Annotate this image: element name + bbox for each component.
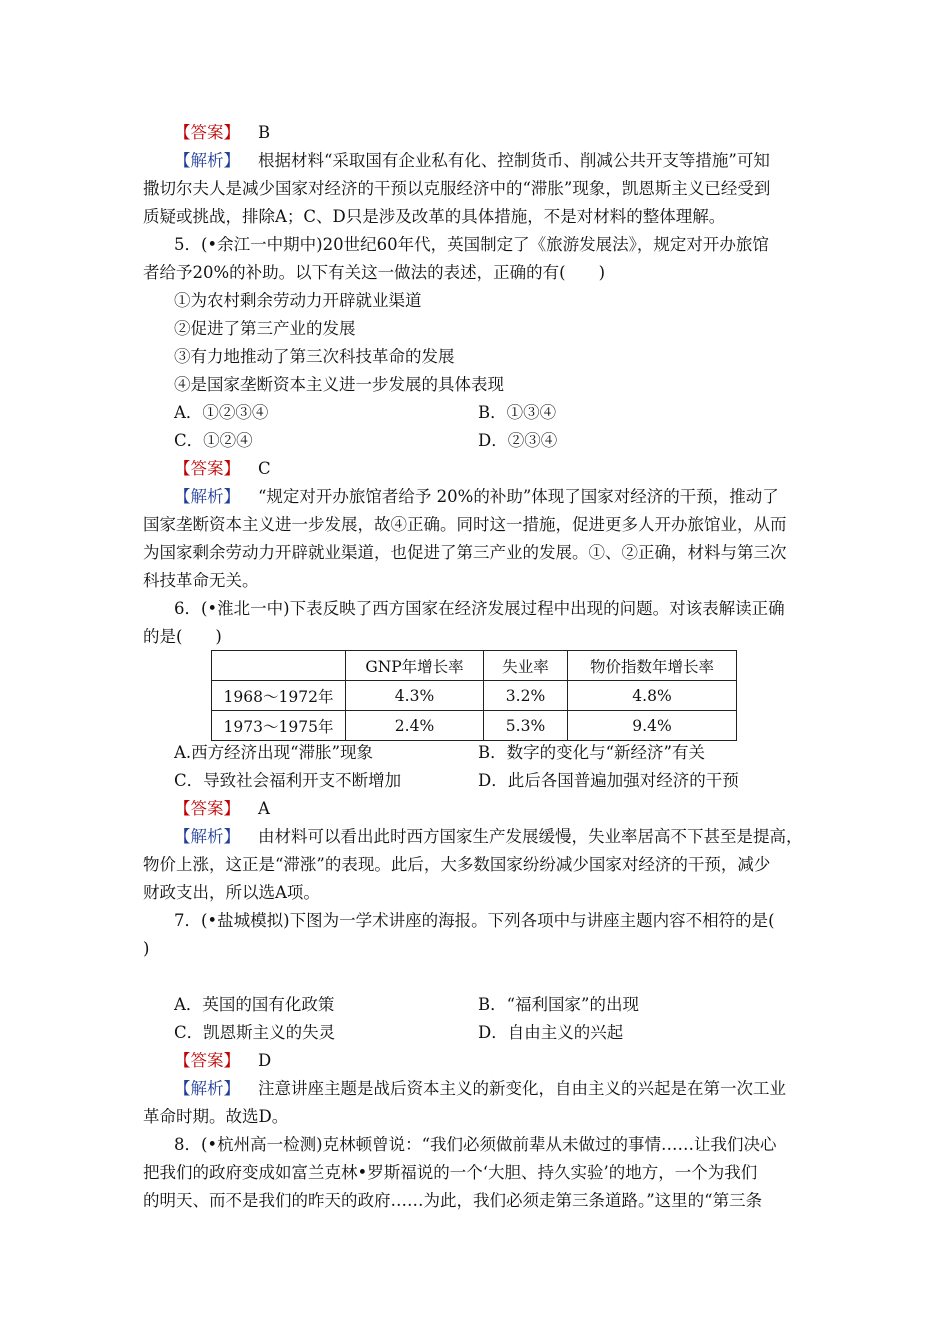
statement-item: ①为农村剩余劳动力开辟就业渠道 <box>174 291 422 310</box>
answer-value: C <box>258 459 271 478</box>
answer-label: 【答案】 <box>174 459 240 478</box>
answer-label: 【答案】 <box>174 1051 240 1070</box>
analysis-label: 【解析】 <box>174 151 240 170</box>
table-cell: 4.3% <box>346 681 484 711</box>
table-cell: 4.8% <box>568 681 737 711</box>
option-d: D．②③④ <box>478 431 558 450</box>
question-stem: 6．(•淮北一中)下表反映了西方国家在经济发展过程中出现的问题。对该表解读正确 <box>174 599 785 618</box>
table-header-cell: GNP年增长率 <box>346 651 484 681</box>
analysis-line <box>174 826 803 848</box>
question-stem: 8．(•杭州高一检测)克林顿曾说：“我们必须做前辈从未做过的事情……让我们决心 <box>174 1135 777 1154</box>
table-cell: 5.3% <box>484 711 568 741</box>
answer-value: A <box>258 799 270 818</box>
table-cell: 1973～1975年 <box>212 711 346 741</box>
answer-label: 【答案】 <box>174 123 240 142</box>
analysis-label: 【解析】 <box>174 1079 240 1098</box>
answer-label: 【答案】 <box>174 799 240 818</box>
analysis-label: 【解析】 <box>174 827 240 846</box>
answer-value: B <box>258 123 271 142</box>
analysis-line <box>174 150 770 172</box>
analysis-line: 国家垄断资本主义进一步发展，故④正确。同时这一措施，促进更多人开办旅馆业，从而 <box>143 515 787 534</box>
option-b: B．数字的变化与“新经济”有关 <box>478 743 705 762</box>
analysis-text: 注意讲座主题是战后资本主义的新变化，自由主义的兴起是在第一次工业 <box>258 1079 786 1098</box>
question-stem: 把我们的政府变成如富兰克林•罗斯福说的一个‘大胆、持久实验’的地方，一个为我们 <box>143 1163 758 1182</box>
statement-item: ②促进了第三产业的发展 <box>174 319 356 338</box>
data-table <box>211 650 737 741</box>
question-stem: 5．(•余江一中期中)20世纪60年代，英国制定了《旅游发展法》，规定对开办旅馆 <box>174 235 769 254</box>
table-row <box>212 711 737 741</box>
answer-value: D <box>258 1051 272 1070</box>
analysis-line: 物价上涨，这正是“滞涨”的表现。此后，大多数国家纷纷减少国家对经济的干预，减少 <box>143 855 771 874</box>
table-row <box>212 681 737 711</box>
table-header-cell: 失业率 <box>484 651 568 681</box>
analysis-line <box>174 1078 786 1100</box>
answer-line <box>174 798 270 820</box>
table-cell: 3.2% <box>484 681 568 711</box>
option-c: C．导致社会福利开支不断增加 <box>174 771 402 790</box>
analysis-line: 撒切尔夫人是减少国家对经济的干预以克服经济中的“滞胀”现象，凯恩斯主义已经受到 <box>143 179 771 198</box>
table-cell: 1968～1972年 <box>212 681 346 711</box>
analysis-text: 根据材料“采取国有企业私有化、控制货币、削减公共开支等措施”可知 <box>258 151 770 170</box>
answer-line <box>174 1050 271 1072</box>
analysis-line: 科技革命无关。 <box>143 571 259 590</box>
question-stem: 的明天、而不是我们的昨天的政府……为此，我们必须走第三条道路。”这里的“第三条 <box>143 1191 763 1210</box>
analysis-text: 由材料可以看出此时西方国家生产发展缓慢，失业率居高不下甚至是提高， <box>258 827 803 846</box>
analysis-line <box>174 486 779 508</box>
option-d: D．此后各国普遍加强对经济的干预 <box>478 771 739 790</box>
question-stem: 7．(•盐城模拟)下图为一学术讲座的海报。下列各项中与讲座主题内容不相符的是( <box>174 911 775 930</box>
statement-item: ③有力地推动了第三次科技革命的发展 <box>174 347 455 366</box>
table-header-cell <box>212 651 346 681</box>
analysis-line: 质疑或挑战，排除A；C、D只是涉及改革的具体措施，不是对材料的整体理解。 <box>143 207 726 226</box>
table-header-cell: 物价指数年增长率 <box>568 651 737 681</box>
analysis-line: 为国家剩余劳动力开辟就业渠道，也促进了第三产业的发展。①、②正确，材料与第三次 <box>143 543 787 562</box>
question-stem: 者给予20%的补助。以下有关这一做法的表述，正确的有( ) <box>143 263 606 282</box>
analysis-line: 革命时期。故选D。 <box>143 1107 289 1126</box>
analysis-text: “规定对开办旅馆者给予 20%的补助”体现了国家对经济的干预，推动了 <box>258 487 779 506</box>
question-stem: 的是( ) <box>143 627 222 646</box>
answer-line <box>174 458 271 480</box>
table-header-row <box>212 651 737 681</box>
option-a: A．英国的国有化政策 <box>174 995 335 1014</box>
statement-item: ④是国家垄断资本主义进一步发展的具体表现 <box>174 375 504 394</box>
analysis-line: 财政支出，所以选A项。 <box>143 883 320 902</box>
option-a: A.西方经济出现“滞胀”现象 <box>174 743 374 762</box>
answer-line <box>174 122 270 144</box>
analysis-label: 【解析】 <box>174 487 240 506</box>
table-cell: 9.4% <box>568 711 737 741</box>
option-c: C．凯恩斯主义的失灵 <box>174 1023 336 1042</box>
option-b: B．①③④ <box>478 403 557 422</box>
option-c: C．①②④ <box>174 431 253 450</box>
option-d: D．自由主义的兴起 <box>478 1023 624 1042</box>
option-b: B．“福利国家”的出现 <box>478 995 639 1014</box>
question-stem: ) <box>143 939 150 958</box>
table-cell: 2.4% <box>346 711 484 741</box>
option-a: A．①②③④ <box>174 403 269 422</box>
